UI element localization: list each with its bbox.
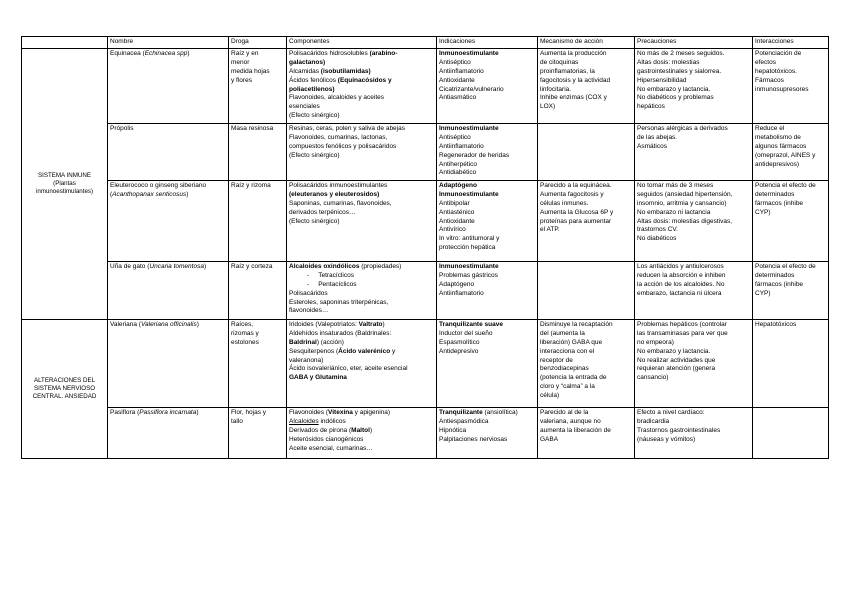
interacciones-cell: [753, 123, 829, 180]
mecanismo-cell: [538, 48, 635, 123]
header-indicaciones: [437, 37, 538, 49]
plant-name: Pasiflora (Passiflora incarnata): [110, 408, 199, 416]
mechanism-line: receptor de: [540, 356, 573, 364]
indication-line: Antioxidante: [439, 217, 475, 225]
indication-line: Antiespasmódica: [439, 417, 489, 425]
mecanismo-cell: [538, 319, 635, 407]
mechanism-line: Inhibe enzimas (COX y: [540, 94, 607, 102]
table-row: [22, 407, 829, 458]
componentes-cell: [287, 48, 437, 123]
mechanism-line: célula): [540, 392, 560, 400]
precaution-line: reducen la absorción e inhiben: [637, 271, 726, 279]
componentes-cell: [287, 407, 437, 458]
header-label: Precauciones: [637, 38, 677, 45]
component-line: Flavonoides, cumarinas, lactonas,: [289, 133, 388, 141]
component-line: Iridoides (Valepotriatos: Valtrato): [289, 320, 385, 328]
precaution-line: No tomar más de 3 meses: [637, 181, 714, 189]
mechanism-line: Aumenta fagocitosis y: [540, 190, 604, 198]
header-mecanismo: [538, 37, 635, 49]
indication-line: Antibipolar: [439, 199, 470, 207]
mechanism-line: cloro y “calma” a la: [540, 383, 595, 391]
component-line: Heterósidos cianogénicos: [289, 435, 364, 443]
mechanism-line: Parecido al de la: [540, 408, 589, 416]
component-line: Polisacáridos hidrosolubles (arabino-: [289, 49, 398, 57]
precaution-line: seguidos (ansiedad hipertensión,: [637, 190, 733, 198]
indicaciones-cell: [437, 180, 538, 261]
interacciones-cell: [753, 261, 829, 319]
component-line: Alcamidas (isobutilamidas): [289, 67, 371, 75]
indication-line: Adaptógeno: [439, 181, 477, 189]
droga-cell: [229, 123, 287, 180]
mechanism-line: del (aumenta la: [540, 329, 585, 337]
interaction-line: antidepresivos): [755, 160, 800, 168]
droga-line: estolones: [231, 338, 259, 346]
mecanismo-cell: [538, 261, 635, 319]
mechanism-line: fagocitosis y la actividad: [540, 76, 611, 84]
precauciones-cell: [635, 48, 753, 123]
interaction-line: Hepatotóxicos: [755, 320, 797, 328]
droga-line: menor: [231, 58, 250, 66]
header-label: Componentes: [289, 38, 330, 45]
interaction-line: fármacos (inhibe: [755, 280, 804, 288]
mechanism-line: de citoquinas: [540, 58, 579, 66]
component-line: (Efecto sinérgico): [289, 151, 340, 159]
plant-name: Valeriana (Valeriana officinalis): [110, 320, 199, 328]
table-row: [22, 180, 829, 261]
droga-line: medida hojas: [231, 67, 270, 75]
mechanism-line: LOX): [540, 103, 556, 111]
componentes-cell: [287, 319, 437, 407]
indication-line: Inmunoestimulante: [439, 262, 499, 270]
plant-name: Uña de gato (Uncaria tomentosa): [110, 262, 207, 270]
precauciones-cell: [635, 180, 753, 261]
mechanism-line: Aumenta la Glucosa 6P y: [540, 208, 614, 216]
precaution-line: cansancio): [637, 374, 669, 382]
component-line: Alcaloides oxindólicos (propiedades): [289, 262, 402, 270]
indication-line: Cicatrizante/vulnerario: [439, 85, 504, 93]
precaution-line: Trastornos gastrointestinales: [637, 426, 721, 434]
interacciones-cell: [753, 180, 829, 261]
system-label: SISTEMA NERVIOSO: [33, 384, 96, 392]
precaution-line: Los antiácidos y antiulcerosos: [637, 262, 724, 270]
precauciones-cell: [635, 407, 753, 458]
droga-line: Raíz y rizoma: [231, 181, 271, 189]
component-line: Ácido isovaleriánico, eter, aceite esencial: [289, 365, 408, 373]
mechanism-line: células inmunes.: [540, 199, 589, 207]
droga-line: Flor, hojas y: [231, 408, 267, 416]
interaction-line: inmunosupresores: [755, 85, 809, 93]
component-line: compuestos fenólicos y polisacáridos: [289, 142, 397, 150]
precaution-line: No diabéticos: [637, 235, 677, 243]
interacciones-cell: [753, 48, 829, 123]
mechanism-line: el ATP.: [540, 226, 560, 234]
droga-line: Masa resinosa: [231, 124, 274, 132]
indication-line: protección hepática: [439, 244, 496, 252]
system-label: (Plantas: [53, 179, 76, 187]
plant-name-cell: [108, 123, 229, 180]
component-line: Sesquiterpenos (Ácido valerénico y: [289, 347, 396, 355]
header-interacciones: [753, 37, 829, 49]
precauciones-cell: [635, 261, 753, 319]
indication-line: Espasmolítico: [439, 338, 480, 346]
indication-line: In vitro: antitumoral y: [439, 235, 500, 243]
plant-name-cell: [108, 48, 229, 123]
system-label: SISTEMA INMUNE: [38, 171, 91, 179]
componentes-cell: [287, 180, 437, 261]
component-line: Aldehídos insaturados (Baldrinales:: [289, 329, 392, 337]
interaction-line: Potenciación de: [755, 49, 802, 57]
header-label: Mecanismo de acción: [540, 38, 603, 45]
indication-line: Tranquilizante suave: [439, 320, 503, 328]
precaution-line: Asmáticos: [637, 142, 667, 150]
indication-line: Antidiabético: [439, 169, 477, 177]
indication-line: Antioxidante: [439, 76, 475, 84]
component-subitem: - Tetracíclicos: [307, 271, 354, 279]
droga-line: Raíz y corteza: [231, 262, 273, 270]
droga-cell: [229, 48, 287, 123]
droga-line: tallo: [231, 417, 243, 425]
indication-line: Palpitaciones nerviosas: [439, 435, 508, 443]
mechanism-line: liberación) GABA que: [540, 338, 603, 346]
precaution-line: requieran atención (genera: [637, 365, 716, 373]
component-line: (Efecto sinérgico): [289, 112, 340, 120]
component-line: derivados terpénicos…: [289, 208, 356, 216]
header-label: Droga: [231, 38, 249, 45]
indication-line: Hipnótica: [439, 426, 467, 434]
component-line: Ácidos fenólicos (Equinacósidos y: [289, 76, 392, 84]
component-line: Flavonoides, alcaloides y aceites: [289, 94, 385, 102]
mechanism-line: Aumenta la producción: [540, 49, 607, 57]
precaution-line: No embarazo y lactancia.: [637, 85, 711, 93]
indicaciones-cell: [437, 123, 538, 180]
precaution-line: (náuseas y vómitos): [637, 435, 696, 443]
precauciones-cell: [635, 123, 753, 180]
component-line: Alcaloides indólicos: [289, 417, 346, 425]
interacciones-cell: [753, 407, 829, 458]
precaution-line: Personas alérgicas a derivados: [637, 124, 728, 132]
system-cell-immune: [22, 48, 108, 319]
mechanism-line: aumenta la liberación de: [540, 426, 611, 434]
header-nombre: [108, 37, 229, 49]
interaction-line: hepatotóxicos.: [755, 67, 797, 75]
table-row: [22, 319, 829, 407]
indication-line: Antidepresivo: [439, 347, 479, 355]
system-label: inmunoestimulantes): [35, 188, 94, 195]
plant-name-sub: (Acanthopanax senticosus): [110, 190, 189, 198]
component-line: Resinas, ceras, polen y saliva de abejas: [289, 124, 405, 132]
precaution-line: de las abejas.: [637, 133, 678, 141]
precaution-line: Altas dosis: molestias digestivas,: [637, 217, 733, 225]
component-line: Polisacáridos: [289, 289, 328, 297]
header-empty-cell: [22, 37, 108, 49]
indication-line: Antiséptico: [439, 133, 471, 141]
precaution-line: trastornos CV.: [637, 226, 678, 234]
interaction-line: efectos: [755, 58, 776, 66]
indication-line: Regenerador de heridas: [439, 151, 510, 159]
component-line: (Efecto sinérgico): [289, 217, 340, 225]
precaution-line: No diabéticos y problemas: [637, 94, 714, 102]
component-line: galactanos): [289, 58, 326, 66]
indication-line: Antiinflamatorio: [439, 67, 484, 75]
component-subitem: - Pentacíclicos: [307, 280, 357, 288]
component-line: esenciales: [289, 103, 320, 111]
droga-line: Raíces,: [231, 320, 254, 328]
plant-name-cell: [108, 180, 229, 261]
componentes-cell: [287, 261, 437, 319]
droga-line: rizomas y: [231, 329, 259, 337]
precaution-line: embarazo, lactancia ni úlcera: [637, 289, 722, 297]
table-row: [22, 123, 829, 180]
mechanism-line: linfocitaria.: [540, 85, 572, 93]
precaution-line: No realizar actividades que: [637, 356, 716, 364]
precaution-line: no empeora): [637, 338, 674, 346]
mecanismo-cell: [538, 123, 635, 180]
component-line: flavonoides…: [289, 307, 329, 315]
interaction-line: (omeprazol, AINES y: [755, 151, 816, 159]
droga-cell: [229, 261, 287, 319]
component-line: Saponinas, cumarinas, flavonoides,: [289, 199, 392, 207]
header-droga: [229, 37, 287, 49]
indication-line: Adaptógeno: [439, 280, 475, 288]
system-cell-cns: [22, 319, 108, 458]
interaction-line: Reduce el: [755, 124, 785, 132]
interaction-line: CYP): [755, 208, 771, 216]
header-componentes: [287, 37, 437, 49]
mechanism-line: benzodiacepinas: [540, 365, 589, 373]
component-line: Derivados de pirona (Maltol): [289, 426, 373, 434]
precaution-line: Efecto a nivel cardíaco:: [637, 408, 705, 416]
indicaciones-cell: [437, 48, 538, 123]
plant-name-cell: [108, 261, 229, 319]
component-line: poliacetilenos): [289, 85, 335, 93]
mechanism-line: proinflamatorias, la: [540, 67, 595, 75]
header-row: [22, 37, 829, 49]
indication-line: Antivírico: [439, 226, 466, 234]
indication-line: Antiinflamatorio: [439, 289, 484, 297]
header-label: Indicaciones: [439, 38, 476, 45]
interaction-line: fármacos (inhibe: [755, 199, 804, 207]
interacciones-cell: [753, 319, 829, 407]
mechanism-line: interacciona con el: [540, 347, 595, 355]
mecanismo-cell: [538, 180, 635, 261]
droga-cell: [229, 180, 287, 261]
mechanism-line: Parecido a la equinácea.: [540, 181, 612, 189]
indication-line: Inductor del sueño: [439, 329, 493, 337]
component-line: Flavonoides (Vitexina y apigenina): [289, 408, 391, 416]
indication-line: Antiherpético: [439, 160, 477, 168]
interaction-line: algunos fármacos: [755, 142, 807, 150]
precaution-line: las transaminasas para ver que: [637, 329, 728, 337]
precaution-line: bradicardia: [637, 417, 670, 425]
precaution-line: la acción de los alcaloides. No: [637, 280, 725, 288]
mechanism-line: valeriana, aunque no: [540, 417, 601, 425]
indication-line: Antiasmático: [439, 94, 477, 102]
component-line: Aceite esencial, cumarinas…: [289, 444, 373, 452]
mechanism-line: Disminuye la recaptación: [540, 320, 613, 328]
table-row: [22, 261, 829, 319]
indication-line: Antiasténico: [439, 208, 475, 216]
droga-line: Raíz y en: [231, 49, 259, 57]
component-line: valeranona): [289, 356, 324, 364]
precaution-line: Hipersensibilidad: [637, 76, 687, 84]
componentes-cell: [287, 123, 437, 180]
component-line: Esteroles, saponinas triterpénicas,: [289, 298, 389, 306]
indicaciones-cell: [437, 407, 538, 458]
mechanism-line: GABA: [540, 435, 559, 443]
header-label: Nombre: [110, 38, 134, 45]
indication-line: Problemas gástricos: [439, 271, 498, 279]
indication-line: Inmunoestimulante: [439, 190, 499, 198]
indication-line: Tranquilizante (ansiolítica): [439, 408, 518, 416]
precaution-line: No embarazo ni lactancia: [637, 208, 711, 216]
droga-line: y flores: [231, 76, 252, 84]
plant-name: Equinacea (Echinacea spp): [110, 49, 190, 57]
interaction-line: determinados: [755, 190, 795, 198]
component-line: (eleuteranos y eleuterosidos): [289, 190, 380, 198]
droga-cell: [229, 319, 287, 407]
indicaciones-cell: [437, 261, 538, 319]
plants-table: [21, 36, 829, 459]
interaction-line: metabolismo de: [755, 133, 801, 141]
system-label: ALTERACIONES DEL: [33, 376, 96, 384]
indicaciones-cell: [437, 319, 538, 407]
indication-line: Antiinflamatorio: [439, 142, 484, 150]
precaution-line: Problemas hepáticos (controlar: [637, 320, 727, 328]
component-line: GABA y Glutamina: [289, 374, 347, 382]
interaction-line: Fármacos: [755, 76, 784, 84]
plant-name: Própolis: [110, 124, 134, 132]
precaution-line: gastrointestinales y sialorrea.: [637, 67, 722, 75]
interaction-line: Potencia el efecto de: [755, 181, 816, 189]
indication-line: Antiséptico: [439, 58, 471, 66]
component-line: Polisacáridos inmunoestimulantes: [289, 181, 388, 189]
precauciones-cell: [635, 319, 753, 407]
interaction-line: determinados: [755, 271, 795, 279]
droga-cell: [229, 407, 287, 458]
table-row: [22, 48, 829, 123]
header-label: Interacciones: [755, 38, 794, 45]
header-precauciones: [635, 37, 753, 49]
indication-line: Inmunoestimulante: [439, 49, 499, 57]
mechanism-line: proteínas para aumentar: [540, 217, 612, 225]
component-line: Baldrinal) (acción): [289, 338, 344, 346]
interaction-line: Potencia el efecto de: [755, 262, 816, 270]
indication-line: Inmunoestimulante: [439, 124, 499, 132]
plant-name-cell: [108, 319, 229, 407]
precaution-line: insomnio, arritmia y cansancio): [637, 199, 727, 207]
mecanismo-cell: [538, 407, 635, 458]
plant-name-cell: [108, 407, 229, 458]
precaution-line: Altas dosis: molestias: [637, 58, 700, 66]
precaution-line: No más de 2 meses seguidos.: [637, 49, 725, 57]
precaution-line: No embarazo y lactancia.: [637, 347, 711, 355]
interaction-line: CYP): [755, 289, 771, 297]
plant-name: Eleuterococo o ginseng siberiano: [110, 181, 207, 189]
system-label: CENTRAL. ANSIEDAD: [32, 393, 97, 400]
precaution-line: hepáticos: [637, 103, 665, 111]
mechanism-line: (potencia la entrada de: [540, 374, 607, 382]
